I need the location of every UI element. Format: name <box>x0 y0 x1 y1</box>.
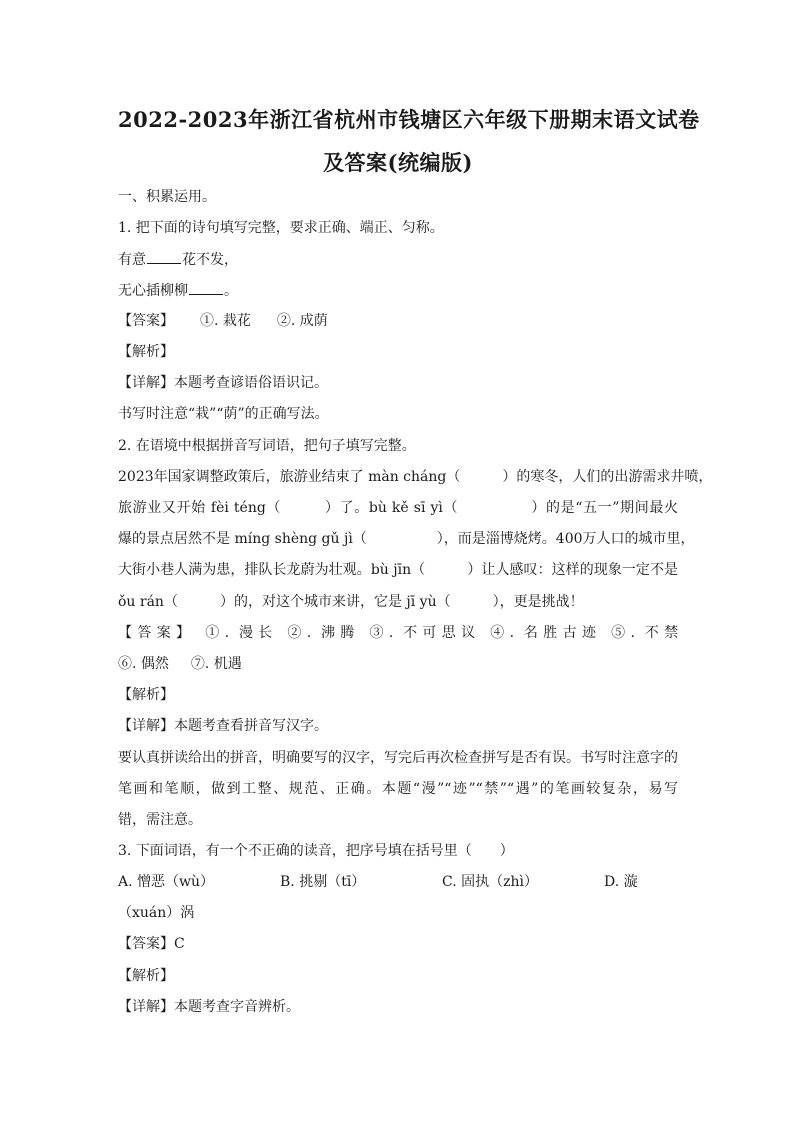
analysis-label: 【解析】 <box>118 968 174 984</box>
answer-item: ②. 沸腾 <box>287 625 360 641</box>
fill-blank <box>147 249 181 264</box>
answer-item: ②. 成荫 <box>276 313 328 329</box>
answer-item: ③. 不可思议 <box>369 625 481 641</box>
fill-blank <box>189 280 223 295</box>
document-title-line2: 及答案(统编版) <box>323 150 473 175</box>
question-2-answer-row2 <box>118 654 242 674</box>
question-3-answer: 【答案】C <box>118 936 185 952</box>
option-d-continued: （xuán）涡 <box>118 905 195 921</box>
answer-item: ①. 栽花 <box>200 313 251 329</box>
question-1-prompt: 1. 把下面的诗句填写完整，要求正确、端正、匀称。 <box>118 220 444 236</box>
option-c: C. 固执（zhì） <box>442 874 538 890</box>
question-2-passage-line: 旅游业又开始 fèi téng（ ）了。bù kě sī yì（ ）的是“五一”期间最火 <box>118 500 678 516</box>
explanation-line: 错，需注意。 <box>118 812 202 828</box>
answer-label: 【答案】 <box>118 625 196 641</box>
question-2-passage-line: 2023年国家调整政策后，旅游业结束了 màn cháng（ ）的寒冬，人们的出游需求井喷， <box>118 469 713 485</box>
poem-line-2-start: 无心插柳柳 <box>118 283 188 299</box>
document-title-line1: 2022-2023年浙江省杭州市钱塘区六年级下册期末语文试卷 <box>118 107 700 132</box>
answer-item: ⑥. 偶然 <box>118 656 169 672</box>
question-2-answer <box>118 623 678 643</box>
question-2-passage-line: 爆的景点居然不是 míng shèng gǔ jì（ ），而是淄博烧烤。400万人口的城市里， <box>118 531 695 547</box>
poem-line-2-end: 。 <box>224 283 238 299</box>
poem-line-2 <box>118 280 238 301</box>
option-a: A. 憎恶（wù） <box>118 874 215 890</box>
analysis-label: 【解析】 <box>118 344 174 360</box>
poem-line-1-start: 有意 <box>118 252 146 268</box>
section-heading: 一、积累运用。 <box>118 189 216 205</box>
answer-label: 【答案】 <box>118 313 174 329</box>
poem-line-1 <box>118 249 238 270</box>
note-text: 书写时注意“栽”“荫”的正确写法。 <box>118 406 329 422</box>
detail-text: 【详解】本题考查字音辨析。 <box>118 999 300 1015</box>
option-d: D. 漩 <box>604 874 638 890</box>
detail-text: 【详解】本题考查谚语俗语识记。 <box>118 375 328 391</box>
explanation-line: 笔画和笔顺，做到工整、规范、正确。本题“漫”“迹”“禁”“遇”的笔画较复杂，易写 <box>118 781 678 797</box>
answer-item: ④. 名胜古迹 <box>490 625 602 641</box>
option-b: B. 挑剔（tī） <box>280 874 366 890</box>
poem-line-1-end: 花不发， <box>182 252 238 268</box>
explanation-line: 要认真拼读给出的拼音，明确要写的汉字，写完后再次检查拼写是否有误。书写时注意字的 <box>118 750 678 766</box>
question-2-passage-line: 大街小巷人满为患，排队长龙蔚为壮观。bù jīn（ ）让人感叹：这样的现象一定不是 <box>118 562 678 578</box>
answer-item: ①. 漫长 <box>205 625 278 641</box>
question-2-prompt: 2. 在语境中根据拼音写词语，把句子填写完整。 <box>118 438 416 454</box>
question-2-passage-line: ǒu rán（ ）的，对这个城市来讲，它是 jī yù（ ），更是挑战！ <box>118 594 584 610</box>
answer-item: ⑦. 机遇 <box>190 656 242 672</box>
question-1-answer <box>118 311 328 331</box>
detail-text: 【详解】本题考查看拼音写汉字。 <box>118 718 328 734</box>
analysis-label: 【解析】 <box>118 687 174 703</box>
answer-item: ⑤. 不禁 <box>611 625 679 641</box>
question-3-prompt: 3. 下面词语，有一个不正确的读音，把序号填在括号里（ ） <box>118 843 514 859</box>
